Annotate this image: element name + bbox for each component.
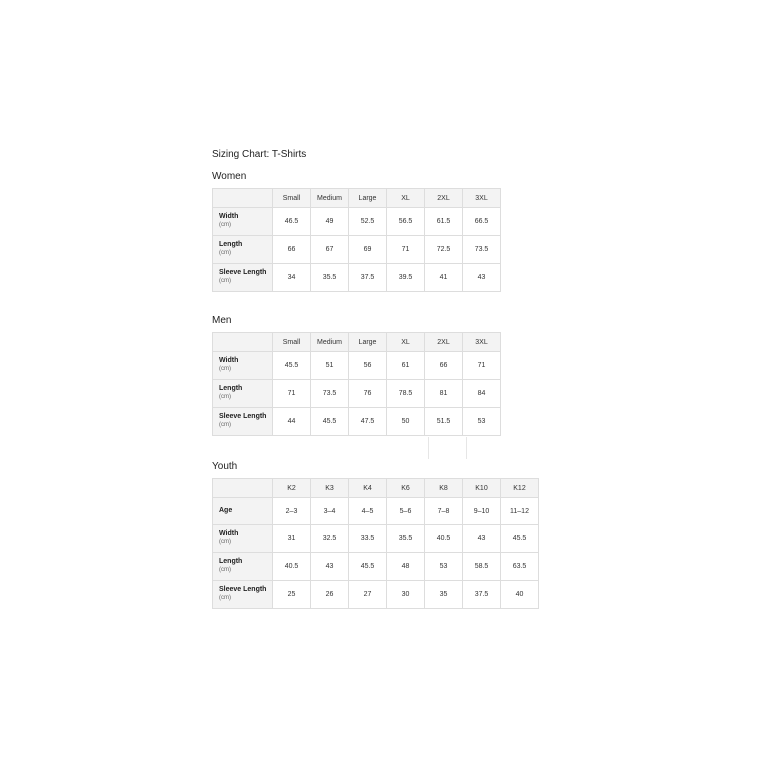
table-cell: 26: [311, 581, 349, 609]
youth-size-table: [212, 478, 539, 609]
column-header: Large: [349, 333, 387, 352]
column-header: K2: [273, 479, 311, 498]
row-header: [213, 208, 273, 236]
table-cell: 33.5: [349, 525, 387, 553]
table-cell: 56.5: [387, 208, 425, 236]
column-header: 2XL: [425, 333, 463, 352]
table-cell: 3–4: [311, 498, 349, 525]
table-cell: 43: [311, 553, 349, 581]
table-cell: 37.5: [349, 264, 387, 292]
table-cell: 76: [349, 380, 387, 408]
header-corner: [213, 189, 273, 208]
women-heading: Women: [212, 171, 247, 182]
table-cell: 40.5: [425, 525, 463, 553]
table-cell: 7–8: [425, 498, 463, 525]
table-cell: 5–6: [387, 498, 425, 525]
table-row: [213, 264, 501, 292]
table-cell: 73.5: [311, 380, 349, 408]
row-unit: (cm): [219, 567, 231, 574]
row-header: [213, 581, 273, 609]
row-label: Length: [219, 385, 243, 393]
row-header: [213, 352, 273, 380]
column-header: K12: [501, 479, 539, 498]
table-cell: 30: [387, 581, 425, 609]
row-label: Sleeve Length: [219, 586, 267, 594]
column-header: K6: [387, 479, 425, 498]
table-cell: 47.5: [349, 408, 387, 436]
table-cell: 46.5: [273, 208, 311, 236]
row-label: Width: [219, 357, 239, 365]
table-cell: 71: [273, 380, 311, 408]
table-cell: 71: [387, 236, 425, 264]
table-cell: 11–12: [501, 498, 539, 525]
table-cell: 63.5: [501, 553, 539, 581]
row-header: [213, 553, 273, 581]
row-header: [213, 525, 273, 553]
column-header: 2XL: [425, 189, 463, 208]
table-cell: 35: [425, 581, 463, 609]
table-cell: 45.5: [311, 408, 349, 436]
row-unit: (cm): [219, 222, 231, 229]
row-header: [213, 380, 273, 408]
table-cell: 43: [463, 525, 501, 553]
row-label: Width: [219, 213, 239, 221]
table-cell: 52.5: [349, 208, 387, 236]
row-unit: (cm): [219, 278, 231, 285]
row-label: Width: [219, 530, 239, 538]
table-cell: 53: [463, 408, 501, 436]
table-cell: 31: [273, 525, 311, 553]
table-cell: 71: [463, 352, 501, 380]
table-cell: 25: [273, 581, 311, 609]
table-cell: 27: [349, 581, 387, 609]
table-cell: 53: [425, 553, 463, 581]
page-title: Sizing Chart: T-Shirts: [212, 149, 307, 160]
divider: [466, 437, 467, 459]
row-header: [213, 498, 273, 525]
table-cell: 56: [349, 352, 387, 380]
row-label: Sleeve Length: [219, 413, 267, 421]
table-cell: 41: [425, 264, 463, 292]
column-header: 3XL: [463, 333, 501, 352]
table-cell: 49: [311, 208, 349, 236]
men-heading: Men: [212, 315, 232, 326]
table-cell: 44: [273, 408, 311, 436]
row-header: [213, 264, 273, 292]
table-cell: 66: [273, 236, 311, 264]
column-header: K8: [425, 479, 463, 498]
table-header-row: [213, 189, 501, 208]
table-cell: 84: [463, 380, 501, 408]
table-cell: 4–5: [349, 498, 387, 525]
column-header: XL: [387, 333, 425, 352]
table-cell: 32.5: [311, 525, 349, 553]
table-cell: 51: [311, 352, 349, 380]
table-cell: 37.5: [463, 581, 501, 609]
table-header-row: [213, 333, 501, 352]
row-unit: (cm): [219, 366, 231, 373]
table-cell: 78.5: [387, 380, 425, 408]
table-cell: 2–3: [273, 498, 311, 525]
row-unit: (cm): [219, 394, 231, 401]
table-row: [213, 380, 501, 408]
table-row: [213, 498, 539, 525]
youth-heading: Youth: [212, 461, 238, 472]
row-header: [213, 408, 273, 436]
column-header: 3XL: [463, 189, 501, 208]
table-cell: 45.5: [273, 352, 311, 380]
table-cell: 40: [501, 581, 539, 609]
row-label: Age: [219, 506, 233, 514]
header-corner: [213, 479, 273, 498]
table-row: [213, 236, 501, 264]
column-header: Large: [349, 189, 387, 208]
table-cell: 72.5: [425, 236, 463, 264]
table-row: [213, 352, 501, 380]
header-corner: [213, 333, 273, 352]
table-cell: 61: [387, 352, 425, 380]
column-header: XL: [387, 189, 425, 208]
column-header: Medium: [311, 333, 349, 352]
row-label: Length: [219, 241, 243, 249]
column-header: K4: [349, 479, 387, 498]
table-cell: 73.5: [463, 236, 501, 264]
table-cell: 40.5: [273, 553, 311, 581]
table-header-row: [213, 479, 539, 498]
table-cell: 66: [425, 352, 463, 380]
table-cell: 35.5: [387, 525, 425, 553]
row-unit: (cm): [219, 595, 231, 602]
row-label: Sleeve Length: [219, 269, 267, 277]
table-cell: 66.5: [463, 208, 501, 236]
row-unit: (cm): [219, 250, 231, 257]
table-cell: 43: [463, 264, 501, 292]
table-row: [213, 525, 539, 553]
table-cell: 34: [273, 264, 311, 292]
table-cell: 51.5: [425, 408, 463, 436]
column-header: Small: [273, 189, 311, 208]
table-cell: 50: [387, 408, 425, 436]
column-header: K10: [463, 479, 501, 498]
table-cell: 48: [387, 553, 425, 581]
table-cell: 81: [425, 380, 463, 408]
table-row: [213, 581, 539, 609]
column-header: Medium: [311, 189, 349, 208]
table-cell: 58.5: [463, 553, 501, 581]
table-cell: 67: [311, 236, 349, 264]
men-size-table: [212, 332, 501, 436]
women-size-table: [212, 188, 501, 292]
table-row: [213, 208, 501, 236]
column-header: K3: [311, 479, 349, 498]
table-cell: 61.5: [425, 208, 463, 236]
table-cell: 39.5: [387, 264, 425, 292]
column-header: Small: [273, 333, 311, 352]
table-cell: 69: [349, 236, 387, 264]
table-cell: 45.5: [501, 525, 539, 553]
row-unit: (cm): [219, 539, 231, 546]
table-row: [213, 553, 539, 581]
row-label: Length: [219, 558, 243, 566]
table-row: [213, 408, 501, 436]
divider: [428, 437, 429, 459]
table-cell: 9–10: [463, 498, 501, 525]
row-unit: (cm): [219, 422, 231, 429]
table-cell: 45.5: [349, 553, 387, 581]
row-header: [213, 236, 273, 264]
table-cell: 35.5: [311, 264, 349, 292]
